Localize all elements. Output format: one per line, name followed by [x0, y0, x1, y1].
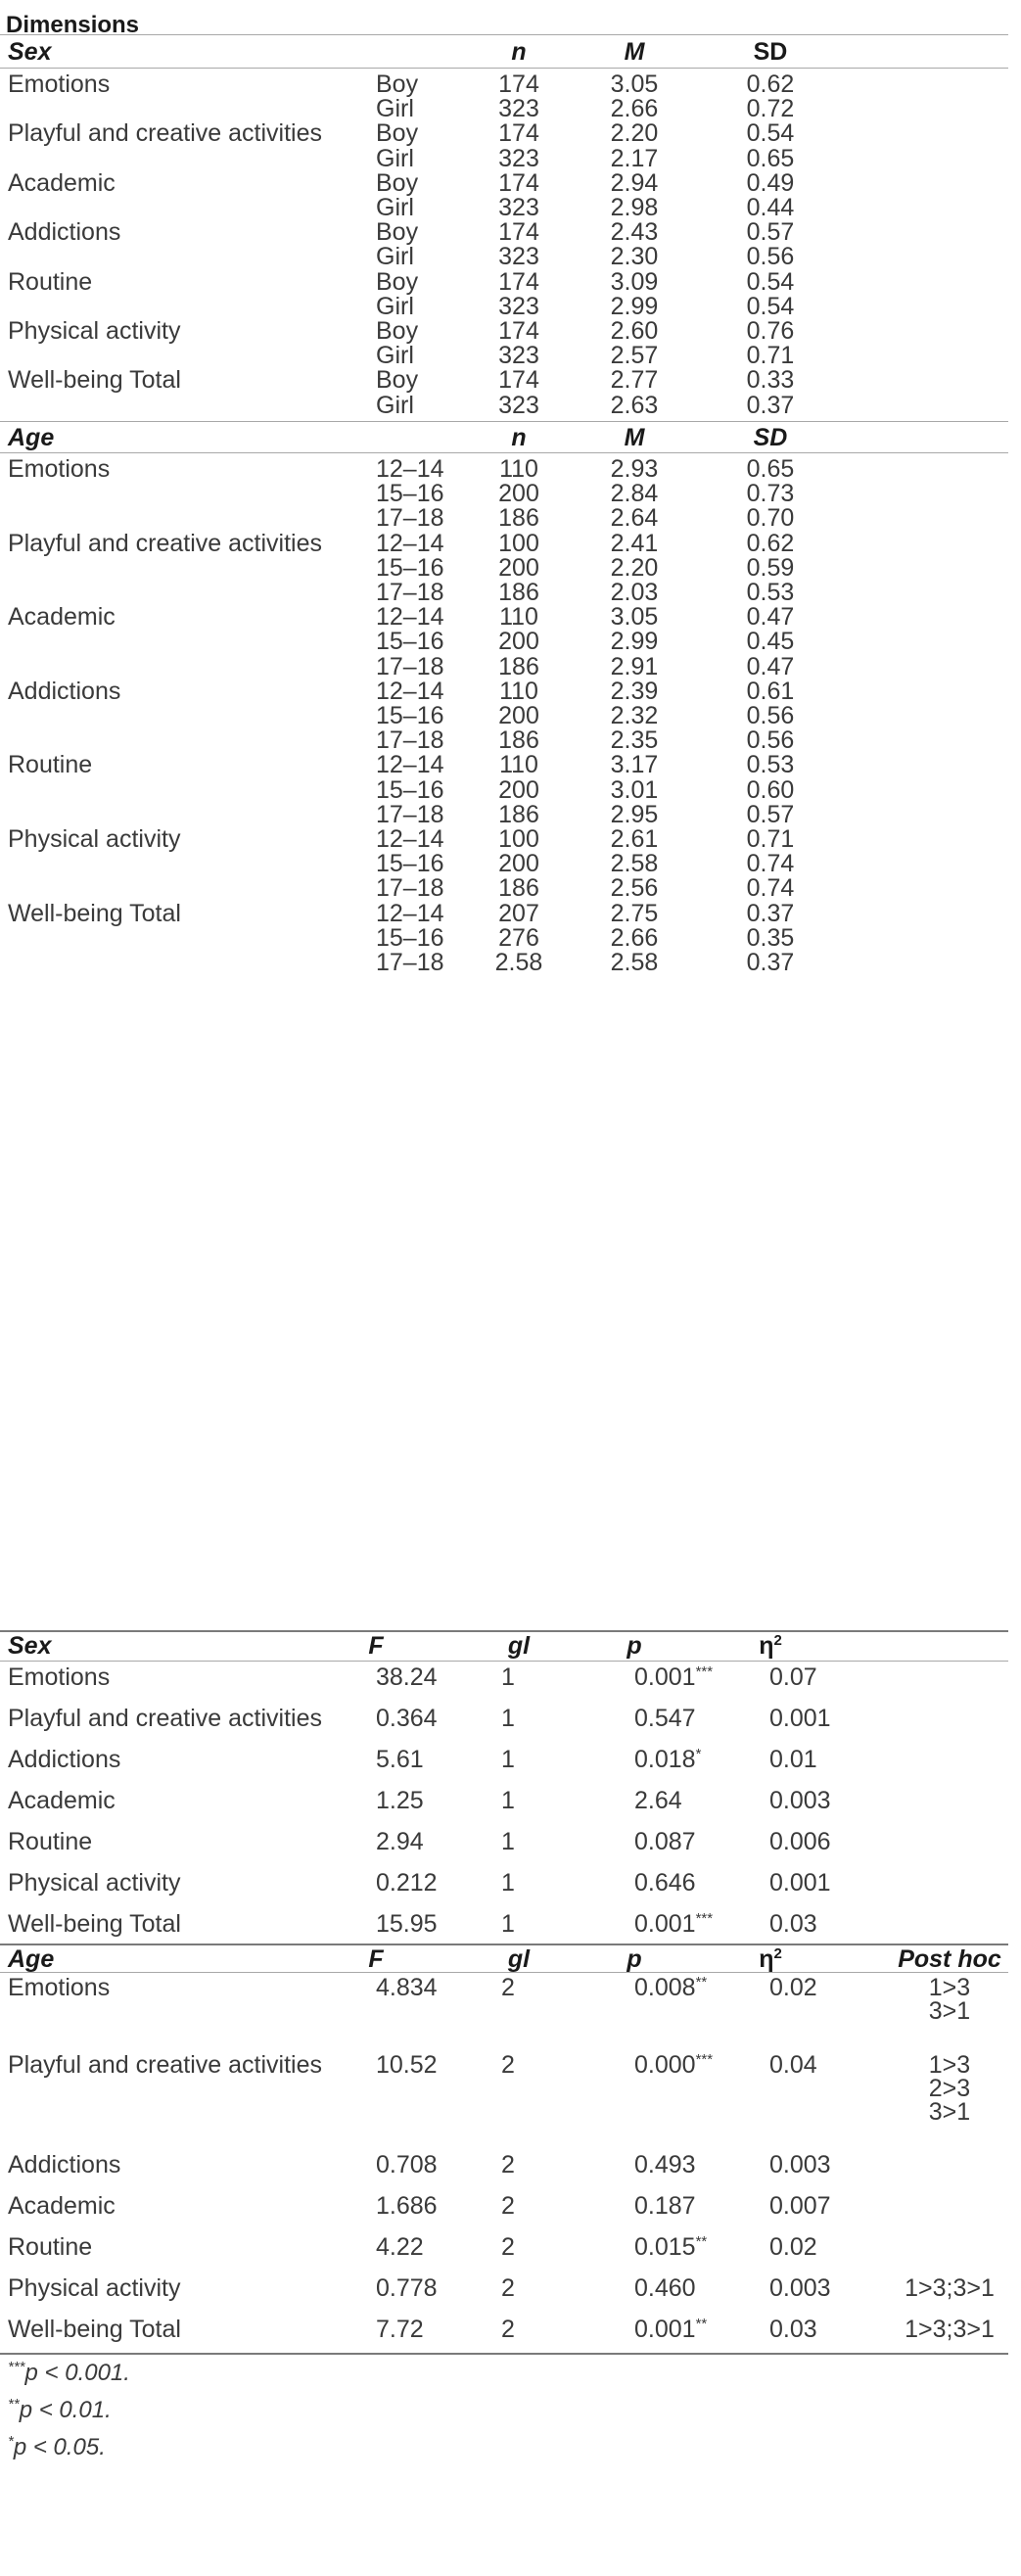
- table-cell: 0.007: [769, 2192, 831, 2220]
- table-cell: 2: [501, 2051, 515, 2079]
- post-hoc-entry: 3>1: [928, 1997, 971, 2025]
- table-cell: 2.43: [610, 218, 659, 247]
- table-cell: 186: [498, 652, 539, 680]
- table-cell: 100: [498, 529, 539, 557]
- table-row: [0, 2268, 1021, 2309]
- table-cell: 0.54: [746, 292, 795, 320]
- p-value-cell: [634, 1698, 696, 1739]
- table-cell: 2.41: [610, 529, 659, 557]
- table-cell: 186: [498, 800, 539, 828]
- header-cell: F: [368, 1632, 384, 1660]
- table-cell: Girl: [376, 243, 414, 271]
- table-cell: Addictions: [8, 2151, 121, 2178]
- eta-symbol: η: [759, 1632, 774, 1660]
- table-cell: 0.37: [746, 391, 795, 419]
- table-cell: 2.84: [610, 480, 659, 508]
- table-cell: 0.56: [746, 243, 795, 271]
- header-cell: p: [627, 1632, 642, 1660]
- table-cell: 2.94: [376, 1828, 424, 1855]
- table-cell: 0.708: [376, 2151, 438, 2178]
- table-cell: 2: [501, 2192, 515, 2220]
- table-cell: 0.49: [746, 168, 795, 197]
- p-value-cell: [634, 2185, 696, 2226]
- p-value-cell: [634, 2226, 707, 2268]
- table-cell: 15–16: [376, 480, 444, 508]
- table-cell: 110: [499, 751, 538, 779]
- table-cell: 0.76: [746, 317, 795, 345]
- header-cell: n: [511, 424, 527, 451]
- table-cell: 200: [498, 553, 539, 582]
- table-cell: Boy: [376, 267, 419, 296]
- table-cell: 15–16: [376, 923, 444, 952]
- table-cell: 0.45: [746, 628, 795, 656]
- table-cell: 323: [498, 292, 539, 320]
- table-cell: 0.57: [746, 218, 795, 247]
- table-cell: Well-being Total: [8, 2316, 181, 2343]
- table-cell: 0.37: [746, 899, 795, 927]
- header-cell: gl: [507, 1632, 531, 1660]
- table-cell: 2: [501, 2316, 515, 2343]
- table-cell: 0.03: [769, 2316, 817, 2343]
- table-cell: 2.99: [610, 292, 659, 320]
- table-cell: 0.74: [746, 850, 795, 878]
- table-cell: 0.44: [746, 194, 795, 221]
- table-cell: 5.61: [376, 1746, 424, 1773]
- table-cell: 17–18: [376, 579, 444, 606]
- p-value-cell: [634, 2144, 696, 2185]
- table-cell: 2.58: [610, 949, 659, 976]
- table-cell: Boy: [376, 70, 419, 98]
- footnote-text: p < 0.01.: [19, 2397, 112, 2423]
- table-cell: Addictions: [8, 1746, 121, 1773]
- table-cell: 186: [498, 504, 539, 533]
- table-cell: 17–18: [376, 949, 444, 976]
- table-cell: 186: [498, 874, 539, 903]
- table-cell: Routine: [8, 267, 93, 296]
- table-cell: 4.22: [376, 2233, 424, 2261]
- table-cell: 3.05: [610, 603, 659, 632]
- table-cell: 2.64: [610, 504, 659, 533]
- header-cell: F: [368, 1945, 384, 1973]
- table-cell: 276: [498, 923, 539, 952]
- table-cell: Playful and creative activities: [8, 1705, 322, 1732]
- table-cell: 0.62: [746, 529, 795, 557]
- table-cell: 2.57: [610, 342, 659, 370]
- table-cell: 0.33: [746, 366, 795, 395]
- header-cell: M: [624, 424, 645, 451]
- table-cell: 110: [499, 455, 538, 483]
- table-cell: 2.77: [610, 366, 659, 395]
- p-value: 0.008: [634, 1974, 696, 2001]
- table-cell: 2.35: [610, 726, 659, 755]
- table-cell: 0.07: [769, 1663, 817, 1691]
- table-cell: Routine: [8, 1828, 93, 1855]
- table-cell: 323: [498, 243, 539, 271]
- table-cell: 0.62: [746, 70, 795, 98]
- table-cell: Academic: [8, 603, 116, 632]
- table-cell: Addictions: [8, 218, 121, 247]
- table-cell: Emotions: [8, 455, 111, 483]
- table-cell: Boy: [376, 317, 419, 345]
- table-cell: 323: [498, 194, 539, 221]
- significance-stars: *: [695, 1746, 702, 1762]
- table-cell: 0.47: [746, 603, 795, 632]
- table-cell: 174: [498, 317, 539, 345]
- table-cell: 0.65: [746, 144, 795, 172]
- table-cell: Boy: [376, 119, 419, 148]
- table-cell: 200: [498, 850, 539, 878]
- table-cell: 0.778: [376, 2274, 438, 2302]
- table-cell: 2.61: [610, 825, 659, 853]
- table-cell: 2.32: [610, 702, 659, 729]
- table-cell: Boy: [376, 218, 419, 247]
- footnote-text: p < 0.05.: [13, 2434, 106, 2460]
- table-cell: 186: [498, 579, 539, 606]
- table-cell: 174: [498, 218, 539, 247]
- table-cell: 0.001: [769, 1705, 831, 1732]
- table-cell: 38.24: [376, 1663, 438, 1691]
- table-cell: 0.54: [746, 267, 795, 296]
- significance-stars: ***: [695, 2051, 714, 2068]
- table-cell: 323: [498, 95, 539, 123]
- p-value: 0.087: [634, 1828, 696, 1855]
- table-cell: 3.05: [610, 70, 659, 98]
- table-cell: Routine: [8, 751, 93, 779]
- table-cell: 3.17: [610, 751, 659, 779]
- table-cell: 15–16: [376, 850, 444, 878]
- header-cell: Sex: [8, 38, 52, 66]
- table-cell: 2.56: [610, 874, 659, 903]
- table-cell: 1: [501, 1869, 515, 1897]
- p-value-cell: [634, 1657, 713, 1698]
- footnote: [8, 2354, 130, 2393]
- table-cell: 2.99: [610, 628, 659, 656]
- table-cell: 0.60: [746, 775, 795, 804]
- table-cell: 100: [498, 825, 539, 853]
- p-value: 0.015: [634, 2233, 696, 2261]
- table-cell: Well-being Total: [8, 366, 181, 395]
- table-cell: 1.686: [376, 2192, 438, 2220]
- p-value-cell: [634, 2268, 696, 2309]
- table-cell: 0.54: [746, 119, 795, 148]
- table-cell: 17–18: [376, 504, 444, 533]
- table-row: [0, 1698, 1021, 1739]
- table-cell: 0.71: [746, 342, 795, 370]
- footnote-stars: ***: [8, 2359, 25, 2375]
- p-value: 0.001: [634, 1910, 696, 1938]
- header-cell: p: [627, 1945, 642, 1973]
- table-cell: 174: [498, 70, 539, 98]
- table-cell: 0.001: [769, 1869, 831, 1897]
- p-value-cell: [634, 1821, 696, 1862]
- table-cell: 1: [501, 1910, 515, 1938]
- table-cell: Girl: [376, 292, 414, 320]
- post-hoc-entry: 1>3: [928, 1974, 971, 2001]
- table-cell: 12–14: [376, 677, 444, 705]
- post-hoc-entry: 3>1: [928, 2098, 971, 2126]
- p-value: 0.547: [634, 1705, 696, 1732]
- table-cell: 17–18: [376, 800, 444, 828]
- post-hoc-entry: 2>3: [928, 2075, 971, 2102]
- p-value: 0.000: [634, 2051, 696, 2079]
- table-cell: Well-being Total: [8, 1910, 181, 1938]
- table-cell: 17–18: [376, 652, 444, 680]
- footnote: [8, 2428, 106, 2467]
- p-value: 0.187: [634, 2192, 696, 2220]
- table-cell: 207: [498, 899, 539, 927]
- table-cell: 110: [499, 677, 538, 705]
- table-row: [0, 1821, 1021, 1862]
- table-cell: 2.20: [610, 553, 659, 582]
- table-cell: 15–16: [376, 628, 444, 656]
- table-cell: Emotions: [8, 1974, 111, 2001]
- table-row: [0, 2185, 1021, 2226]
- table-cell: 0.65: [746, 455, 795, 483]
- footnote-stars: **: [8, 2396, 20, 2412]
- table-cell: 12–14: [376, 603, 444, 632]
- table-cell: 2.66: [610, 923, 659, 952]
- table-cell: 200: [498, 775, 539, 804]
- table-cell: 1.25: [376, 1787, 424, 1814]
- table-cell: 0.57: [746, 800, 795, 828]
- table-row: [0, 1739, 1021, 1780]
- table-cell: 0.73: [746, 480, 795, 508]
- table-cell: 174: [498, 366, 539, 395]
- table-cell: 3.09: [610, 267, 659, 296]
- table-cell: 0.03: [769, 1910, 817, 1938]
- table-cell: 2.60: [610, 317, 659, 345]
- table-cell: 12–14: [376, 899, 444, 927]
- table-cell: Boy: [376, 366, 419, 395]
- table-cell: Academic: [8, 2192, 116, 2220]
- table-cell: Addictions: [8, 677, 121, 705]
- table-cell: 15–16: [376, 553, 444, 582]
- table-cell: 17–18: [376, 726, 444, 755]
- table-cell: 2.58: [494, 949, 543, 976]
- footnote-text: p < 0.001.: [24, 2360, 130, 2386]
- table-cell: 4.834: [376, 1974, 438, 2001]
- table-cell: Girl: [376, 391, 414, 419]
- p-value-cell: [634, 2044, 713, 2085]
- table-cell: 0.02: [769, 1974, 817, 2001]
- table-row: [0, 2309, 1021, 2350]
- table-cell: 174: [498, 168, 539, 197]
- table-cell: Physical activity: [8, 1869, 181, 1897]
- table-cell: 323: [498, 144, 539, 172]
- header-cell: Post hoc: [898, 1945, 1001, 1973]
- table-cell: 2: [501, 2151, 515, 2178]
- p-value-cell: [634, 1780, 682, 1821]
- table-cell: 0.37: [746, 949, 795, 976]
- table-cell: Girl: [376, 194, 414, 221]
- p-value: 2.64: [634, 1787, 682, 1814]
- table-cell: 2.03: [610, 579, 659, 606]
- superscript-2: 2: [773, 1945, 782, 1962]
- table-cell: 17–18: [376, 874, 444, 903]
- p-value: 0.460: [634, 2274, 696, 2302]
- table-cell: Physical activity: [8, 825, 181, 853]
- table-cell: 0.003: [769, 2151, 831, 2178]
- table-cell: 0.47: [746, 652, 795, 680]
- table-cell: 0.003: [769, 1787, 831, 1814]
- table-row: [0, 1780, 1021, 1821]
- table-cell: 2: [501, 1974, 515, 2001]
- table-cell: 200: [498, 702, 539, 729]
- table-row: [0, 1657, 1021, 1698]
- table-cell: 0.01: [769, 1746, 817, 1773]
- table-cell: 2: [501, 2274, 515, 2302]
- table-cell: 2.63: [610, 391, 659, 419]
- p-value: 0.493: [634, 2151, 696, 2178]
- post-hoc-entry: 1>3;3>1: [905, 2316, 995, 2343]
- table-rule: [0, 2353, 1008, 2355]
- table-cell: Emotions: [8, 70, 111, 98]
- table-cell: 1: [501, 1828, 515, 1855]
- header-cell: n: [511, 38, 527, 66]
- table-cell: 15–16: [376, 775, 444, 804]
- table-cell: Academic: [8, 168, 116, 197]
- table-cell: Playful and creative activities: [8, 529, 322, 557]
- p-value-cell: [634, 1862, 696, 1903]
- table-cell: 0.61: [746, 677, 795, 705]
- header-cell: SD: [753, 38, 788, 66]
- table-cell: 12–14: [376, 455, 444, 483]
- table-cell: 0.53: [746, 579, 795, 606]
- table-row: [0, 1967, 1021, 2008]
- table-cell: 186: [498, 726, 539, 755]
- table-cell: 1: [501, 1663, 515, 1691]
- p-value: 0.646: [634, 1869, 696, 1897]
- table-cell: 0.35: [746, 923, 795, 952]
- table-cell: 0.56: [746, 702, 795, 729]
- table-cell: 200: [498, 480, 539, 508]
- post-hoc-entry: 1>3: [928, 2051, 971, 2079]
- table-cell: 1: [501, 1746, 515, 1773]
- table-cell: 0.71: [746, 825, 795, 853]
- table-cell: 2.30: [610, 243, 659, 271]
- significance-stars: ***: [695, 1663, 714, 1680]
- p-value: 0.001: [634, 1663, 696, 1691]
- header-cell: gl: [507, 1945, 531, 1973]
- table-cell: 2.75: [610, 899, 659, 927]
- table-row: [0, 1862, 1021, 1903]
- table-cell: 174: [498, 267, 539, 296]
- table-cell: 0.56: [746, 726, 795, 755]
- table-cell: 2.58: [610, 850, 659, 878]
- table-cell: 3.01: [610, 775, 659, 804]
- table-cell: 2.91: [610, 652, 659, 680]
- table-cell: 10.52: [376, 2051, 438, 2079]
- table-cell: Girl: [376, 95, 414, 123]
- table-cell: 0.53: [746, 751, 795, 779]
- table-cell: 2.20: [610, 119, 659, 148]
- table-cell: 0.212: [376, 1869, 438, 1897]
- table-cell: 0.70: [746, 504, 795, 533]
- p-value-cell: [634, 2309, 707, 2350]
- table-cell: 2.17: [610, 144, 659, 172]
- significance-stars: **: [695, 2233, 708, 2250]
- table-cell: 12–14: [376, 825, 444, 853]
- superscript-2: 2: [773, 1632, 782, 1649]
- significance-stars: **: [695, 1974, 708, 1991]
- header-cell: SD: [753, 424, 788, 451]
- table-cell: 15.95: [376, 1910, 438, 1938]
- table-cell: Playful and creative activities: [8, 119, 322, 148]
- table-cell: 12–14: [376, 529, 444, 557]
- table-cell: 200: [498, 628, 539, 656]
- footnote-stars: *: [8, 2433, 14, 2450]
- table-cell: 0.74: [746, 874, 795, 903]
- p-value-cell: [634, 1739, 701, 1780]
- table-cell: Physical activity: [8, 2274, 181, 2302]
- table-row: [0, 2226, 1021, 2268]
- table-cell: 110: [499, 603, 538, 632]
- table-cell: 1: [501, 1705, 515, 1732]
- header-cell: Age: [8, 424, 55, 451]
- table-title: Dimensions: [6, 12, 140, 38]
- table-cell: 15–16: [376, 702, 444, 729]
- table-cell: 174: [498, 119, 539, 148]
- table-cell: Physical activity: [8, 317, 181, 345]
- table-cell: 2: [501, 2233, 515, 2261]
- header-cell: M: [624, 38, 645, 66]
- table-cell: 0.02: [769, 2233, 817, 2261]
- table-cell: 12–14: [376, 751, 444, 779]
- table-row: [0, 2144, 1021, 2185]
- table-cell: 0.59: [746, 553, 795, 582]
- table-cell: Routine: [8, 2233, 93, 2261]
- p-value-cell: [634, 1967, 707, 2008]
- header-cell: Sex: [8, 1632, 52, 1660]
- table-cell: 1: [501, 1787, 515, 1814]
- table-cell: 2.66: [610, 95, 659, 123]
- header-cell: Age: [8, 1945, 55, 1973]
- table-cell: 323: [498, 391, 539, 419]
- table-cell: Academic: [8, 1787, 116, 1814]
- table-cell: 2.93: [610, 455, 659, 483]
- footnote: [8, 2391, 112, 2430]
- eta-symbol: η: [759, 1945, 774, 1973]
- table-cell: 0.364: [376, 1705, 438, 1732]
- table-cell: Boy: [376, 168, 419, 197]
- significance-stars: ***: [695, 1910, 714, 1927]
- table-row: [0, 942, 1021, 983]
- table-cell: 0.006: [769, 1828, 831, 1855]
- table-cell: 0.003: [769, 2274, 831, 2302]
- p-value: 0.001: [634, 2316, 696, 2343]
- p-value: 0.018: [634, 1746, 696, 1773]
- table-cell: 0.72: [746, 95, 795, 123]
- table-cell: 2.95: [610, 800, 659, 828]
- table-cell: Playful and creative activities: [8, 2051, 322, 2079]
- table-cell: 2.94: [610, 168, 659, 197]
- table-cell: 7.72: [376, 2316, 424, 2343]
- table-row: [0, 2044, 1021, 2085]
- table-cell: Girl: [376, 342, 414, 370]
- significance-stars: **: [695, 2316, 708, 2332]
- post-hoc-entry: 1>3;3>1: [905, 2274, 995, 2302]
- table-cell: Well-being Total: [8, 899, 181, 927]
- table-cell: Girl: [376, 144, 414, 172]
- table-cell: 2.98: [610, 194, 659, 221]
- table-cell: Emotions: [8, 1663, 111, 1691]
- table-cell: 0.04: [769, 2051, 817, 2079]
- table-cell: 2.39: [610, 677, 659, 705]
- table-cell: 323: [498, 342, 539, 370]
